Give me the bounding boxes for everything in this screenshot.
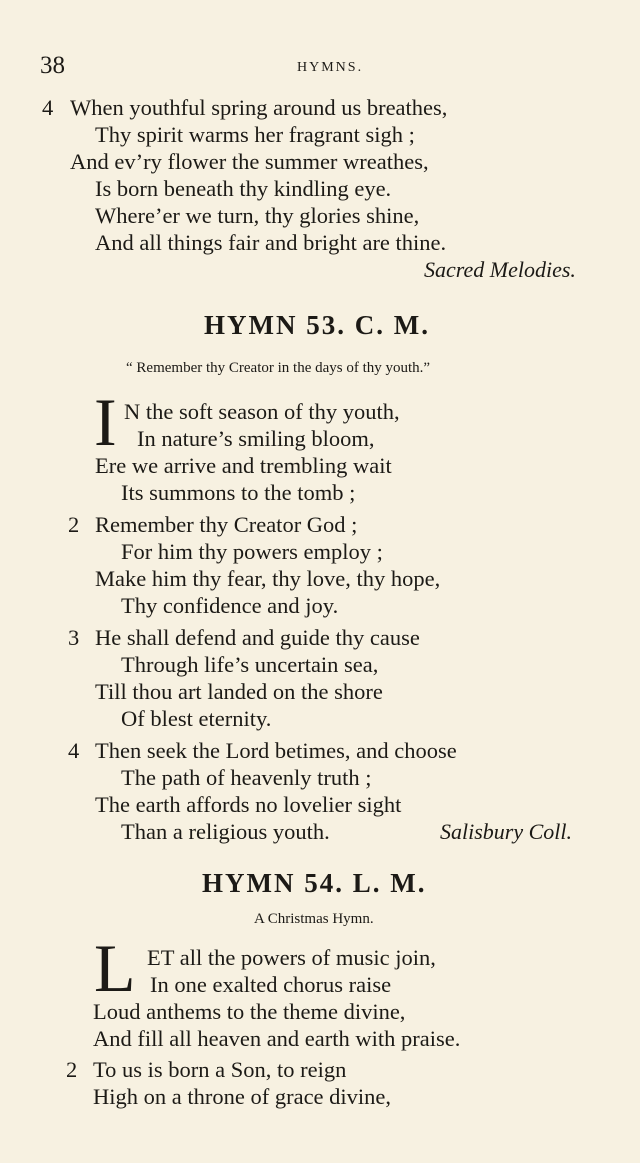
verse-line: In nature’s smiling bloom,	[137, 426, 375, 451]
verse-line: N the soft season of thy youth,	[124, 399, 400, 424]
verse-line: Make him thy fear, thy love, thy hope,	[95, 566, 441, 591]
page-number: 38	[40, 52, 65, 79]
stanza-number: 4	[68, 738, 80, 763]
verse-line: The earth affords no lovelier sight	[95, 792, 402, 817]
verse-line: Its summons to the tomb ;	[121, 480, 356, 505]
drop-cap: I	[94, 384, 117, 460]
verse-line: To us is born a Son, to reign	[93, 1057, 347, 1082]
verse-line: Is born beneath thy kindling eye.	[95, 176, 392, 201]
verse-line: Loud anthems to the theme divine,	[93, 999, 406, 1024]
verse-line: For him thy powers employ ;	[121, 539, 383, 564]
stanza-number: 2	[66, 1057, 78, 1082]
stanza-number: 2	[68, 512, 80, 537]
hymn-title: HYMN 53. C. M.	[204, 310, 430, 340]
verse-line: And all things fair and bright are thine.	[95, 230, 447, 255]
verse-line: Of blest eternity.	[121, 706, 272, 731]
verse-line: Where’er we turn, thy glories shine,	[95, 203, 420, 228]
epigraph: A Christmas Hymn.	[254, 911, 374, 927]
verse-line: Till thou art landed on the shore	[95, 679, 383, 704]
verse-line: Thy spirit warms her fragrant sigh ;	[95, 122, 415, 147]
verse-line: And fill all heaven and earth with praise.	[93, 1026, 461, 1051]
verse-line: He shall defend and guide thy cause	[95, 625, 420, 650]
attribution: Salisbury Coll.	[440, 819, 573, 844]
verse-line: Thy confidence and joy.	[121, 593, 339, 618]
verse-line: Than a religious youth.	[121, 819, 330, 844]
epigraph: “ Remember thy Creator in the days of thy youth.”	[126, 360, 431, 376]
verse-line: Remember thy Creator God ;	[95, 512, 358, 537]
verse-line: ET all the powers of music join,	[147, 945, 436, 970]
verse-line: When youthful spring around us breathes,	[70, 95, 448, 120]
running-title: HYMNS.	[297, 60, 364, 75]
verse-line: The path of heavenly truth ;	[121, 765, 372, 790]
verse-line: Then seek the Lord betimes, and choose	[95, 738, 457, 763]
stanza-number: 3	[68, 625, 80, 650]
attribution: Sacred Melodies.	[424, 257, 576, 282]
verse-line: And ev’ry flower the summer wreathes,	[70, 149, 429, 174]
verse-line: Ere we arrive and trembling wait	[95, 453, 392, 478]
verse-line: In one exalted chorus raise	[150, 972, 392, 997]
verse-line: Through life’s uncertain sea,	[121, 652, 379, 677]
verse-line: High on a throne of grace divine,	[93, 1084, 392, 1109]
stanza-number: 4	[42, 95, 54, 120]
drop-cap: L	[94, 930, 136, 1006]
hymn-title: HYMN 54. L. M.	[202, 868, 427, 898]
